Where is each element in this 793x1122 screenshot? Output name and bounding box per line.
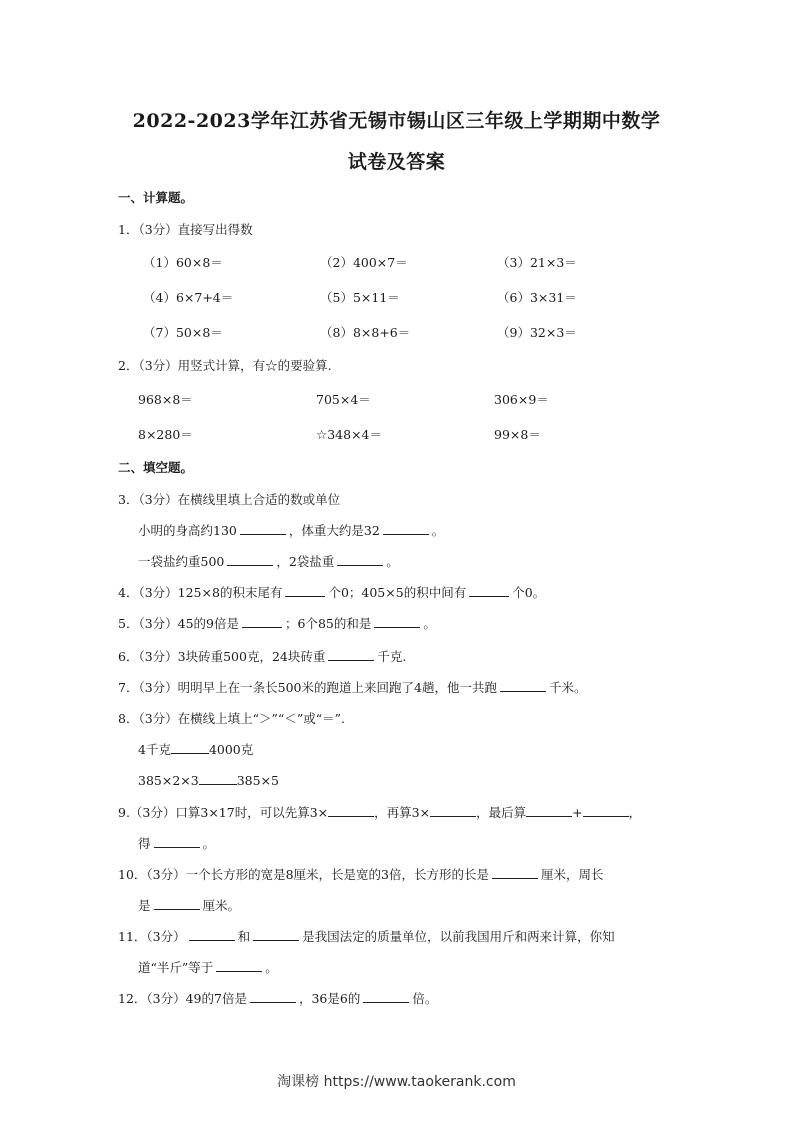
answer-blank[interactable] (250, 989, 296, 1003)
question-9-line-1: 9.（3分）口算3×17时，可以先算3× ，再算3× ，最后算 + ， (118, 805, 642, 820)
answer-blank[interactable] (285, 583, 325, 597)
section-heading-fill: 二、填空题。 (118, 460, 194, 475)
page-title: 2022-2023学年江苏省无锡市锡山区三年级上学期期中数学 (132, 110, 661, 132)
page-title-continued: 试卷及答案 (347, 151, 446, 173)
question-10-line-2: 是 厘米。 (138, 898, 241, 913)
q2-item: 8×280＝ (138, 427, 193, 442)
answer-blank[interactable] (227, 552, 273, 566)
q1-item: （6）3×31＝ (497, 290, 577, 305)
q2-item: 99×8＝ (494, 427, 541, 442)
question-11-line-2: 道“半斤”等于 。 (138, 960, 278, 975)
question-12: 12．（3分）49的7倍是 ，36是6的 倍。 (118, 991, 438, 1006)
question-7: 7．（3分）明明早上在一条长500米的跑道上来回跑了4趟，他一共跑 千米。 (118, 680, 587, 695)
q3-line-1: 小明的身高约130 ，体重大约是32 。 (138, 523, 445, 538)
q2-item: 705×4＝ (316, 392, 371, 407)
question-9-line-2: 得 。 (138, 836, 216, 851)
q8-line-2: 385×2×3 385×5 (138, 773, 280, 788)
q2-item: 968×8＝ (138, 392, 193, 407)
q2-item: ☆348×4＝ (316, 427, 382, 442)
answer-blank[interactable] (500, 678, 546, 692)
answer-blank[interactable] (492, 865, 538, 879)
question-1-stem: 1．（3分）直接写出得数 (118, 222, 253, 237)
answer-blank[interactable] (583, 803, 629, 817)
answer-blank[interactable] (199, 771, 237, 785)
answer-blank[interactable] (374, 614, 420, 628)
answer-blank[interactable] (526, 803, 572, 817)
answer-blank[interactable] (171, 740, 209, 754)
answer-blank[interactable] (154, 834, 200, 848)
q3-line-2: 一袋盐约重500 ，2袋盐重 。 (138, 554, 399, 569)
q8-line-1: 4千克 4000克 (138, 742, 254, 757)
section-heading-calc: 一、计算题。 (118, 190, 194, 205)
question-2-stem: 2．（3分）用竖式计算，有☆的要验算. (118, 358, 332, 373)
answer-blank[interactable] (469, 583, 509, 597)
q1-item: （9）32×3＝ (497, 325, 577, 340)
q1-item: （8）8×8+6＝ (320, 325, 411, 340)
answer-blank[interactable] (240, 521, 286, 535)
answer-blank[interactable] (216, 958, 262, 972)
question-3-stem: 3．（3分）在横线里填上合适的数或单位 (118, 492, 341, 507)
answer-blank[interactable] (328, 803, 374, 817)
q1-item: （5）5×11＝ (320, 290, 400, 305)
q1-item: （4）6×7+4＝ (143, 290, 234, 305)
q1-item: （3）21×3＝ (497, 255, 577, 270)
answer-blank[interactable] (328, 647, 374, 661)
answer-blank[interactable] (242, 614, 282, 628)
question-8-stem: 8．（3分）在横线上填上“＞”“＜”或“＝”. (118, 711, 345, 726)
answer-blank[interactable] (337, 552, 383, 566)
q1-item: （1）60×8＝ (143, 255, 223, 270)
answer-blank[interactable] (189, 927, 235, 941)
answer-blank[interactable] (253, 927, 299, 941)
q1-item: （2）400×7＝ (320, 255, 408, 270)
question-10-line-1: 10．（3分）一个长方形的宽是8厘米，长是宽的3倍，长方形的长是 厘米，周长 (118, 867, 604, 882)
q1-item: （7）50×8＝ (143, 325, 223, 340)
answer-blank[interactable] (363, 989, 409, 1003)
question-6: 6．（3分）3块砖重500克，24块砖重 千克. (118, 649, 407, 664)
question-11-line-1: 11．（3分） 和 是我国法定的质量单位，以前我国用斤和两来计算，你知 (118, 929, 615, 944)
question-5: 5．（3分）45的9倍是 ；6个85的和是 。 (118, 616, 436, 631)
answer-blank[interactable] (383, 521, 429, 535)
footer-watermark: 淘课榜 https://www.taokerank.com (277, 1074, 516, 1090)
answer-blank[interactable] (430, 803, 476, 817)
answer-blank[interactable] (154, 896, 200, 910)
q2-item: 306×9＝ (494, 392, 549, 407)
question-4: 4．（3分）125×8的积末尾有 个0；405×5的积中间有 个0。 (118, 585, 546, 600)
